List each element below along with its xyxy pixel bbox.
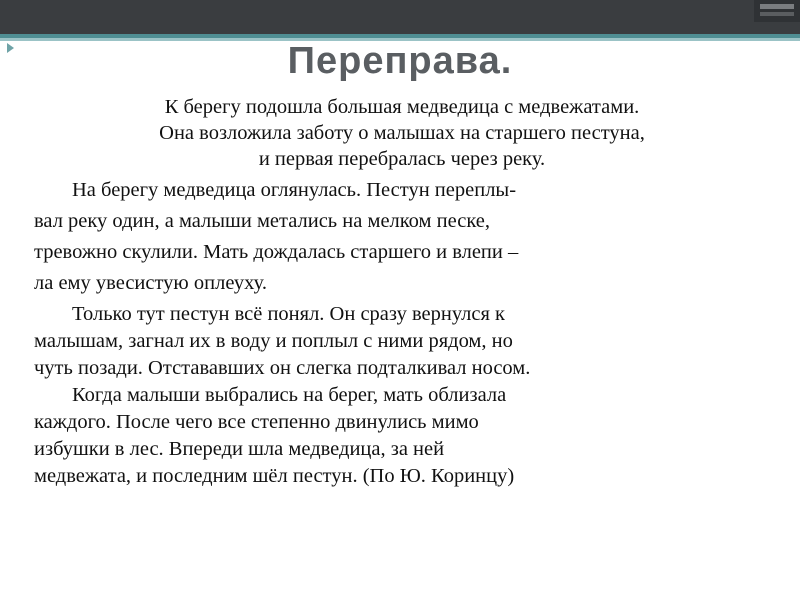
text-line: и первая перебралась через реку.: [258, 148, 546, 170]
paragraph-3: [34, 301, 770, 490]
corner-decoration: [754, 0, 800, 22]
intro-paragraph: [34, 94, 770, 172]
paragraph-2: [34, 175, 770, 299]
story-text: [34, 94, 770, 490]
text-line: избушки в лес. Впереди шла медведица, за ней: [34, 438, 445, 460]
text-line: Когда малыши выбрались на берег, мать облизала: [72, 384, 507, 406]
text-line: малышам, загнал их в воду и поплыл с ними рядом, но: [34, 330, 513, 352]
slide-title: Переправа.: [287, 40, 513, 82]
text-line: Только тут пестун всё понял. Он сразу вернулся к: [72, 303, 506, 325]
text-line: На берегу медведица оглянулась. Пестун переплы-: [72, 179, 517, 201]
text-line: медвежата, и последним шёл пестун. (По Ю. Коринцу): [34, 465, 515, 487]
text-line: К берегу подошла большая медведица с медвежатами.: [164, 96, 640, 118]
text-line: тревожно скулили. Мать дождалась старшего и влепи –: [34, 241, 519, 263]
text-line: каждого. После чего все степенно двинулись мимо: [34, 411, 479, 433]
top-banner: [0, 0, 800, 34]
text-line: вал реку один, а малыши метались на мелком песке,: [34, 210, 490, 232]
text-line: чуть позади. Отстававших он слегка подталкивал носом.: [34, 357, 531, 379]
text-line: ла ему увесистую оплеуху.: [34, 272, 267, 294]
text-line: Она возложила заботу о малышах на старшего пестуна,: [159, 122, 645, 144]
